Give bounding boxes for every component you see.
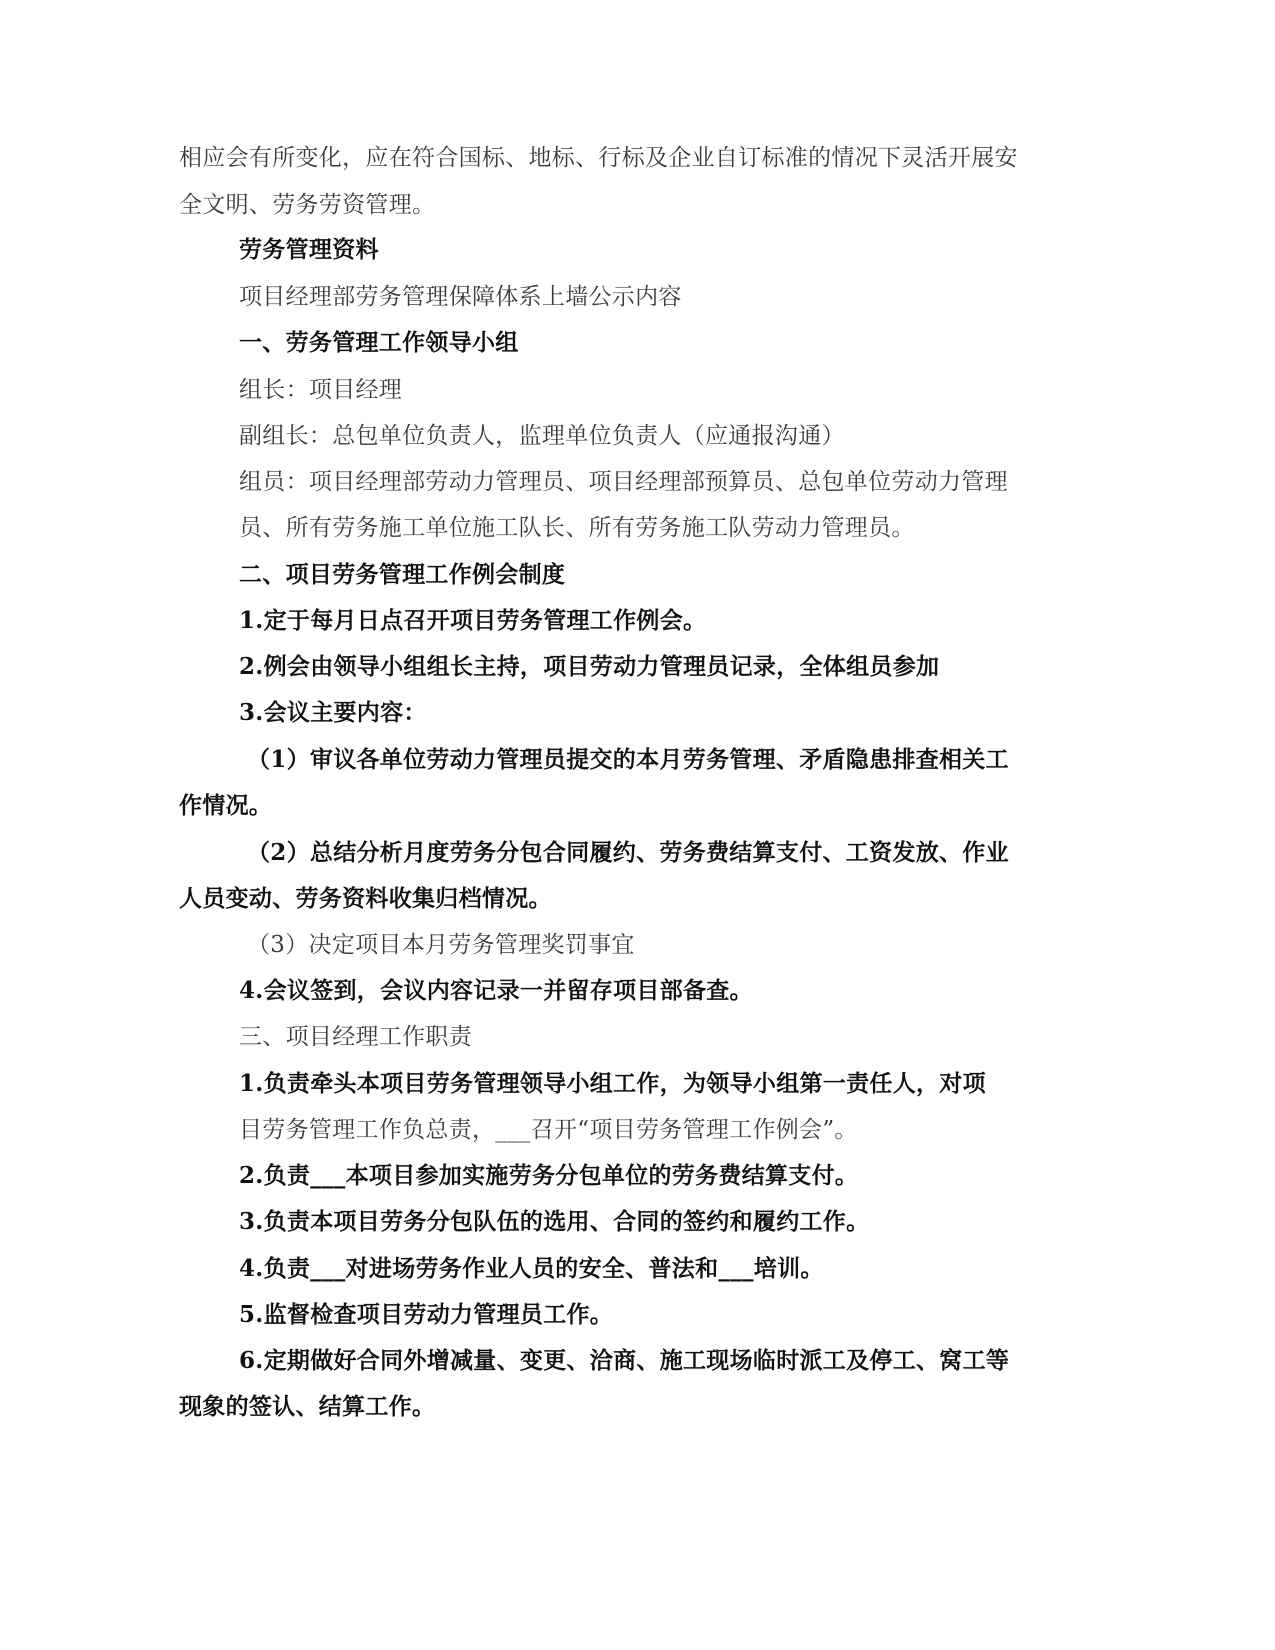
meeting-subitem-3: （3）决定项目本月劳务管理奖罚事宜: [247, 932, 635, 958]
heading-manager-duties: 三、项目经理工作职责: [239, 1024, 472, 1050]
duty-4: 4.负责___对进场劳务作业人员的安全、普法和___培训。: [239, 1255, 824, 1282]
meeting-item-1: 1.定于每月日点召开项目劳务管理工作例会。: [239, 607, 707, 634]
duty-5: 5.监督检查项目劳动力管理员工作。: [239, 1301, 614, 1328]
duty-3: 3.负责本项目劳务分包队伍的选用、合同的签约和履约工作。: [239, 1208, 870, 1235]
duty-1-line-2: 目劳务管理工作负总责，___召开“项目劳务管理工作例会”。: [239, 1117, 858, 1143]
duty-2: 2.负责___本项目参加实施劳务分包单位的劳务费结算支付。: [239, 1162, 859, 1189]
meeting-item-2: 2.例会由领导小组组长主持，项目劳动力管理员记录，全体组员参加: [239, 653, 940, 680]
duty-6-line-1: 6.定期做好合同外增减量、变更、洽商、施工现场临时派工及停工、窝工等: [239, 1347, 1010, 1374]
heading-meeting-system: 二、项目劳务管理工作例会制度: [239, 561, 566, 588]
meeting-subitem-1-line-1: （1）审议各单位劳动力管理员提交的本月劳务管理、矛盾隐患排查相关工: [247, 746, 1009, 773]
meeting-subitem-2-line-1: （2）总结分析月度劳务分包合同履约、劳务费结算支付、工资发放、作业: [247, 839, 1009, 866]
members-line-1: 组员：项目经理部劳动力管理员、项目经理部预算员、总包单位劳动力管理: [239, 469, 1008, 495]
members-line-2: 员、所有劳务施工单位施工队长、所有劳务施工队劳动力管理员。: [239, 515, 915, 541]
meeting-item-4: 4.会议签到，会议内容记录一并留存项目部备查。: [239, 977, 753, 1004]
group-leader-line: 组长：项目经理: [239, 377, 403, 403]
deputy-leader-line: 副组长：总包单位负责人，监理单位负责人（应通报沟通）: [239, 423, 845, 449]
section-heading-labor-materials: 劳务管理资料: [239, 236, 379, 263]
meeting-item-3: 3.会议主要内容：: [239, 699, 427, 726]
meeting-subitem-2-line-2: 人员变动、劳务资料收集归档情况。: [179, 885, 552, 912]
duty-1-line-1: 1.负责牵头本项目劳务管理领导小组工作，为领导小组第一责任人，对项: [239, 1070, 986, 1097]
meeting-subitem-1-line-2: 作情况。: [179, 792, 273, 819]
paragraph-line-2: 全文明、劳务劳资管理。: [179, 192, 436, 218]
subtitle-wall-notice: 项目经理部劳务管理保障体系上墙公示内容: [239, 284, 682, 310]
heading-leadership-group: 一、劳务管理工作领导小组: [239, 329, 519, 356]
paragraph-line-1: 相应会有所变化，应在符合国标、地标、行标及企业自订标准的情况下灵活开展安: [179, 145, 1018, 171]
duty-6-line-2: 现象的签认、结算工作。: [179, 1393, 436, 1420]
